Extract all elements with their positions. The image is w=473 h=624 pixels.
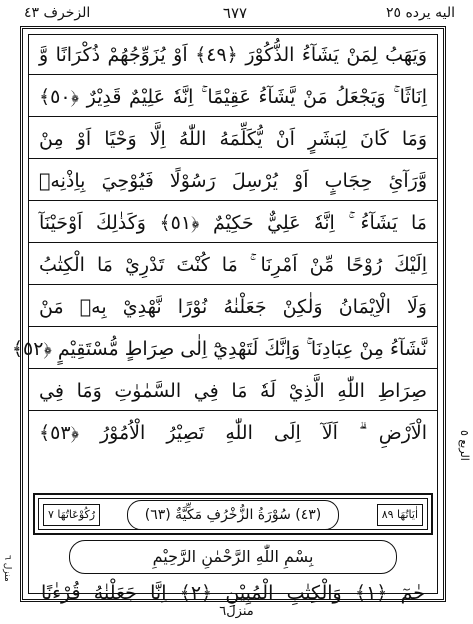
- header-surah-name: الزخرف ٤٣: [24, 5, 91, 21]
- surah-title: (٤٣) سُوْرَةُ الزُّخْرُفِ مَكِّيَّةٌ (٦٣): [127, 500, 339, 530]
- surah-header-band: [33, 493, 433, 535]
- verse-line-7: وَلَا الْاِيْمَانُ وَلٰكِنْ جَعَلْنٰهُ نُوْرًا نَّهْدِيْ بِهٖ مَنْ: [29, 287, 437, 327]
- ayat-count: اٰيَاتُهَا ٨٩: [377, 504, 423, 526]
- verse-line-9: صِرَاطِ اللّٰهِ الَّذِيْ لَهٗ مَا فِي السَّمٰوٰتِ وَمَا فِي: [29, 371, 437, 411]
- verse-line-1: وَيَهَبُ لِمَنْ يَشَآءُ الذُّكُوْرَ ﴿٤٩﴾ اَوْ يُزَوِّجُهُمْ ذُكْرَانًا وَّ: [29, 35, 437, 75]
- verse-line-2: اِنَاثًا ۚ وَيَجْعَلُ مَنْ يَّشَآءُ عَقِيْمًا ۚ اِنَّهٗ عَلِيْمٌ قَدِيْرٌ ﴿٥٠﴾: [29, 77, 437, 117]
- margin-note-left: منزل ٦: [2, 555, 12, 582]
- page-frame: [11, 26, 446, 604]
- bismillah: بِسْمِ اللّٰهِ الرَّحْمٰنِ الرَّحِيْمِ: [69, 540, 397, 574]
- verse-line-4: وَّرَآئِ حِجَابٍ اَوْ يُرْسِلَ رَسُوْلًا فَيُوْحِيَ بِاِذْنِهٖ: [29, 161, 437, 201]
- verse-line-last: حٰمٓ ﴿١﴾ وَالْكِتٰبِ الْمُبِيْنِ ﴿٢﴾ اِنَّا جَعَلْنٰهُ قُرْءٰنًا: [41, 582, 426, 604]
- ruku-count: رُكُوْعَاتُهَا ٧: [43, 504, 100, 526]
- header-juz-name: اليه يرده ٢٥: [385, 5, 455, 21]
- page-number: ٦٧٧: [222, 4, 248, 22]
- margin-note-right: الربع ٥: [458, 430, 471, 461]
- verse-line-6: اِلَيْكَ رُوْحًا مِّنْ اَمْرِنَا ۚ مَا كُنْتَ تَدْرِيْ مَا الْكِتٰبُ: [29, 245, 437, 285]
- verse-line-10: الْاَرْضِ ۗ اَلَآ اِلَى اللّٰهِ تَصِيْرُ الْاُمُوْرُ ﴿٥٣﴾: [39, 422, 427, 444]
- verse-line-5: مَا يَشَآءُ ۚ اِنَّهٗ عَلِيٌّ حَكِيْمٌ ﴿٥١﴾ وَكَذٰلِكَ اَوْحَيْنَآ: [29, 203, 437, 243]
- verse-line-3: وَمَا كَانَ لِبَشَرٍ اَنْ يُّكَلِّمَهُ اللّٰهُ اِلَّا وَحْيًا اَوْ مِنْ: [29, 119, 437, 159]
- text-area: [11, 34, 438, 604]
- verse-line-8: نَّشَآءُ مِنْ عِبَادِنَا ۚ وَاِنَّكَ لَتَهْدِيْٓ اِلٰى صِرَاطٍ مُّسْتَقِيْمٍ ﴿٥٢﴾: [29, 329, 437, 369]
- footer-manzil: منزل٦: [219, 604, 254, 619]
